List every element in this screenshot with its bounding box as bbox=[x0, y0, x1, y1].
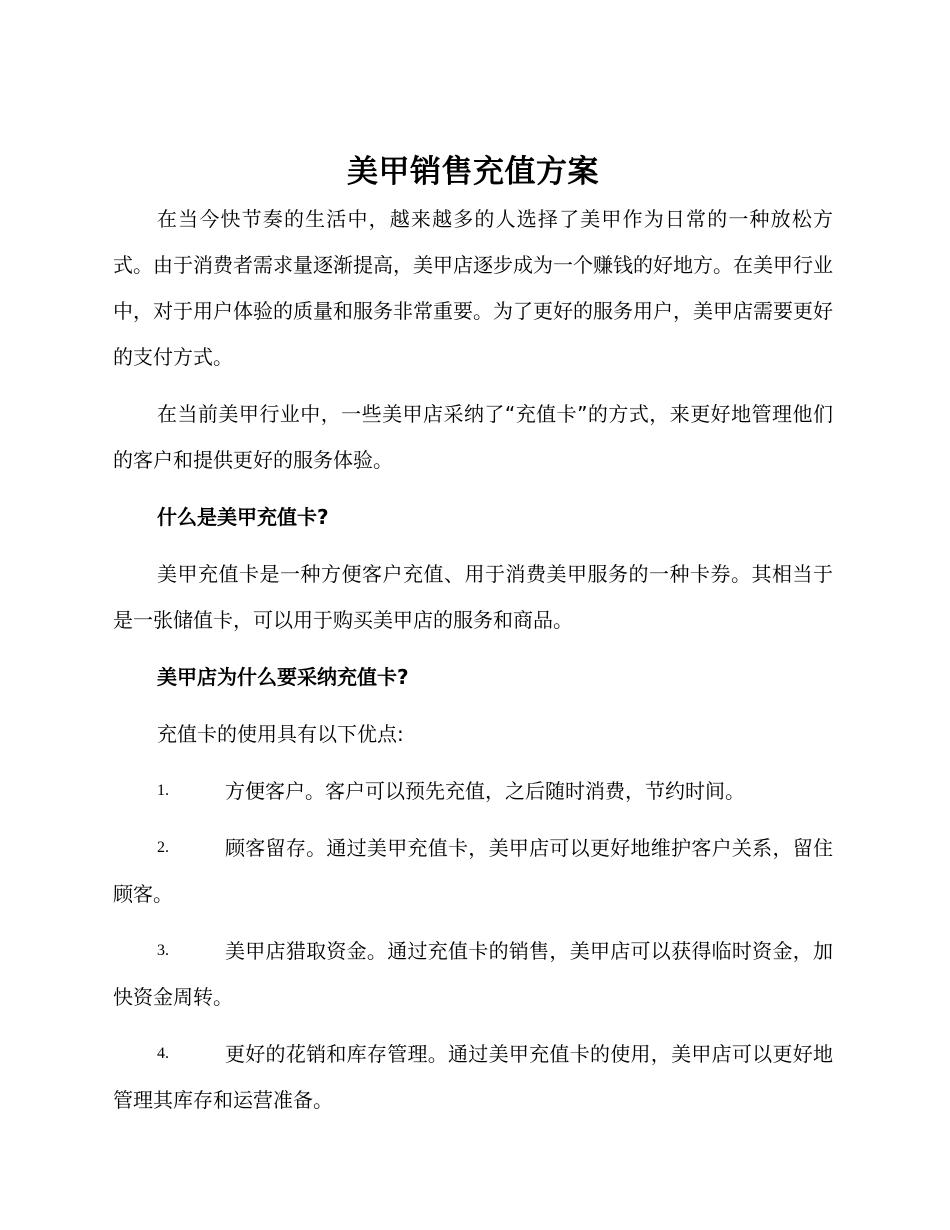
list-item-text: 美甲店猎取资金。通过充值卡的销售，美甲店可以获得临时资金，加快资金周转。 bbox=[113, 939, 833, 1009]
intro-paragraph-1: 在当今快节奏的生活中，越来越多的人选择了美甲作为日常的一种放松方式。由于消费者需求量逐渐提高，美甲店逐步成为一个赚钱的好地方。在美甲行业中，对于用户体验的质量和服务非常重要。为了更好的服务用户，美甲店需要更好的支付方式。 bbox=[113, 207, 833, 369]
list-item-number: 1. bbox=[157, 782, 169, 799]
document-page bbox=[113, 148, 833, 1123]
list-item bbox=[113, 768, 833, 814]
section-heading-why-adopt: 美甲店为什么要采纳充值卡? bbox=[157, 665, 409, 689]
list-item-number: 3. bbox=[157, 942, 169, 959]
list-item-text: 方便客户。客户可以预先充值，之后随时消费，节约时间。 bbox=[225, 779, 745, 803]
section-text-what-is-card: 美甲充值卡是一种方便客户充值、用于消费美甲服务的一种卡券。其相当于是一张储值卡，可以用于购买美甲店的服务和商品。 bbox=[113, 562, 833, 632]
list-item-number: 4. bbox=[157, 1045, 169, 1062]
list-item-number: 2. bbox=[157, 839, 169, 856]
section-heading-what-is-card: 什么是美甲充值卡? bbox=[157, 505, 329, 529]
document-title: 美甲销售充值方案 bbox=[347, 154, 599, 190]
list-item bbox=[113, 825, 833, 917]
intro-paragraph-2: 在当前美甲行业中，一些美甲店采纳了“充值卡”的方式，来更好地管理他们的客户和提供更好的服务体验。 bbox=[113, 402, 833, 472]
list-item-text: 顾客留存。通过美甲充值卡，美甲店可以更好地维护客户关系，留住顾客。 bbox=[113, 836, 833, 906]
list-item-text: 更好的花销和库存管理。通过美甲充值卡的使用，美甲店可以更好地管理其库存和运营准备。 bbox=[113, 1042, 833, 1112]
advantages-intro: 充值卡的使用具有以下优点: bbox=[157, 722, 404, 746]
list-item bbox=[113, 1031, 833, 1123]
list-item bbox=[113, 928, 833, 1020]
